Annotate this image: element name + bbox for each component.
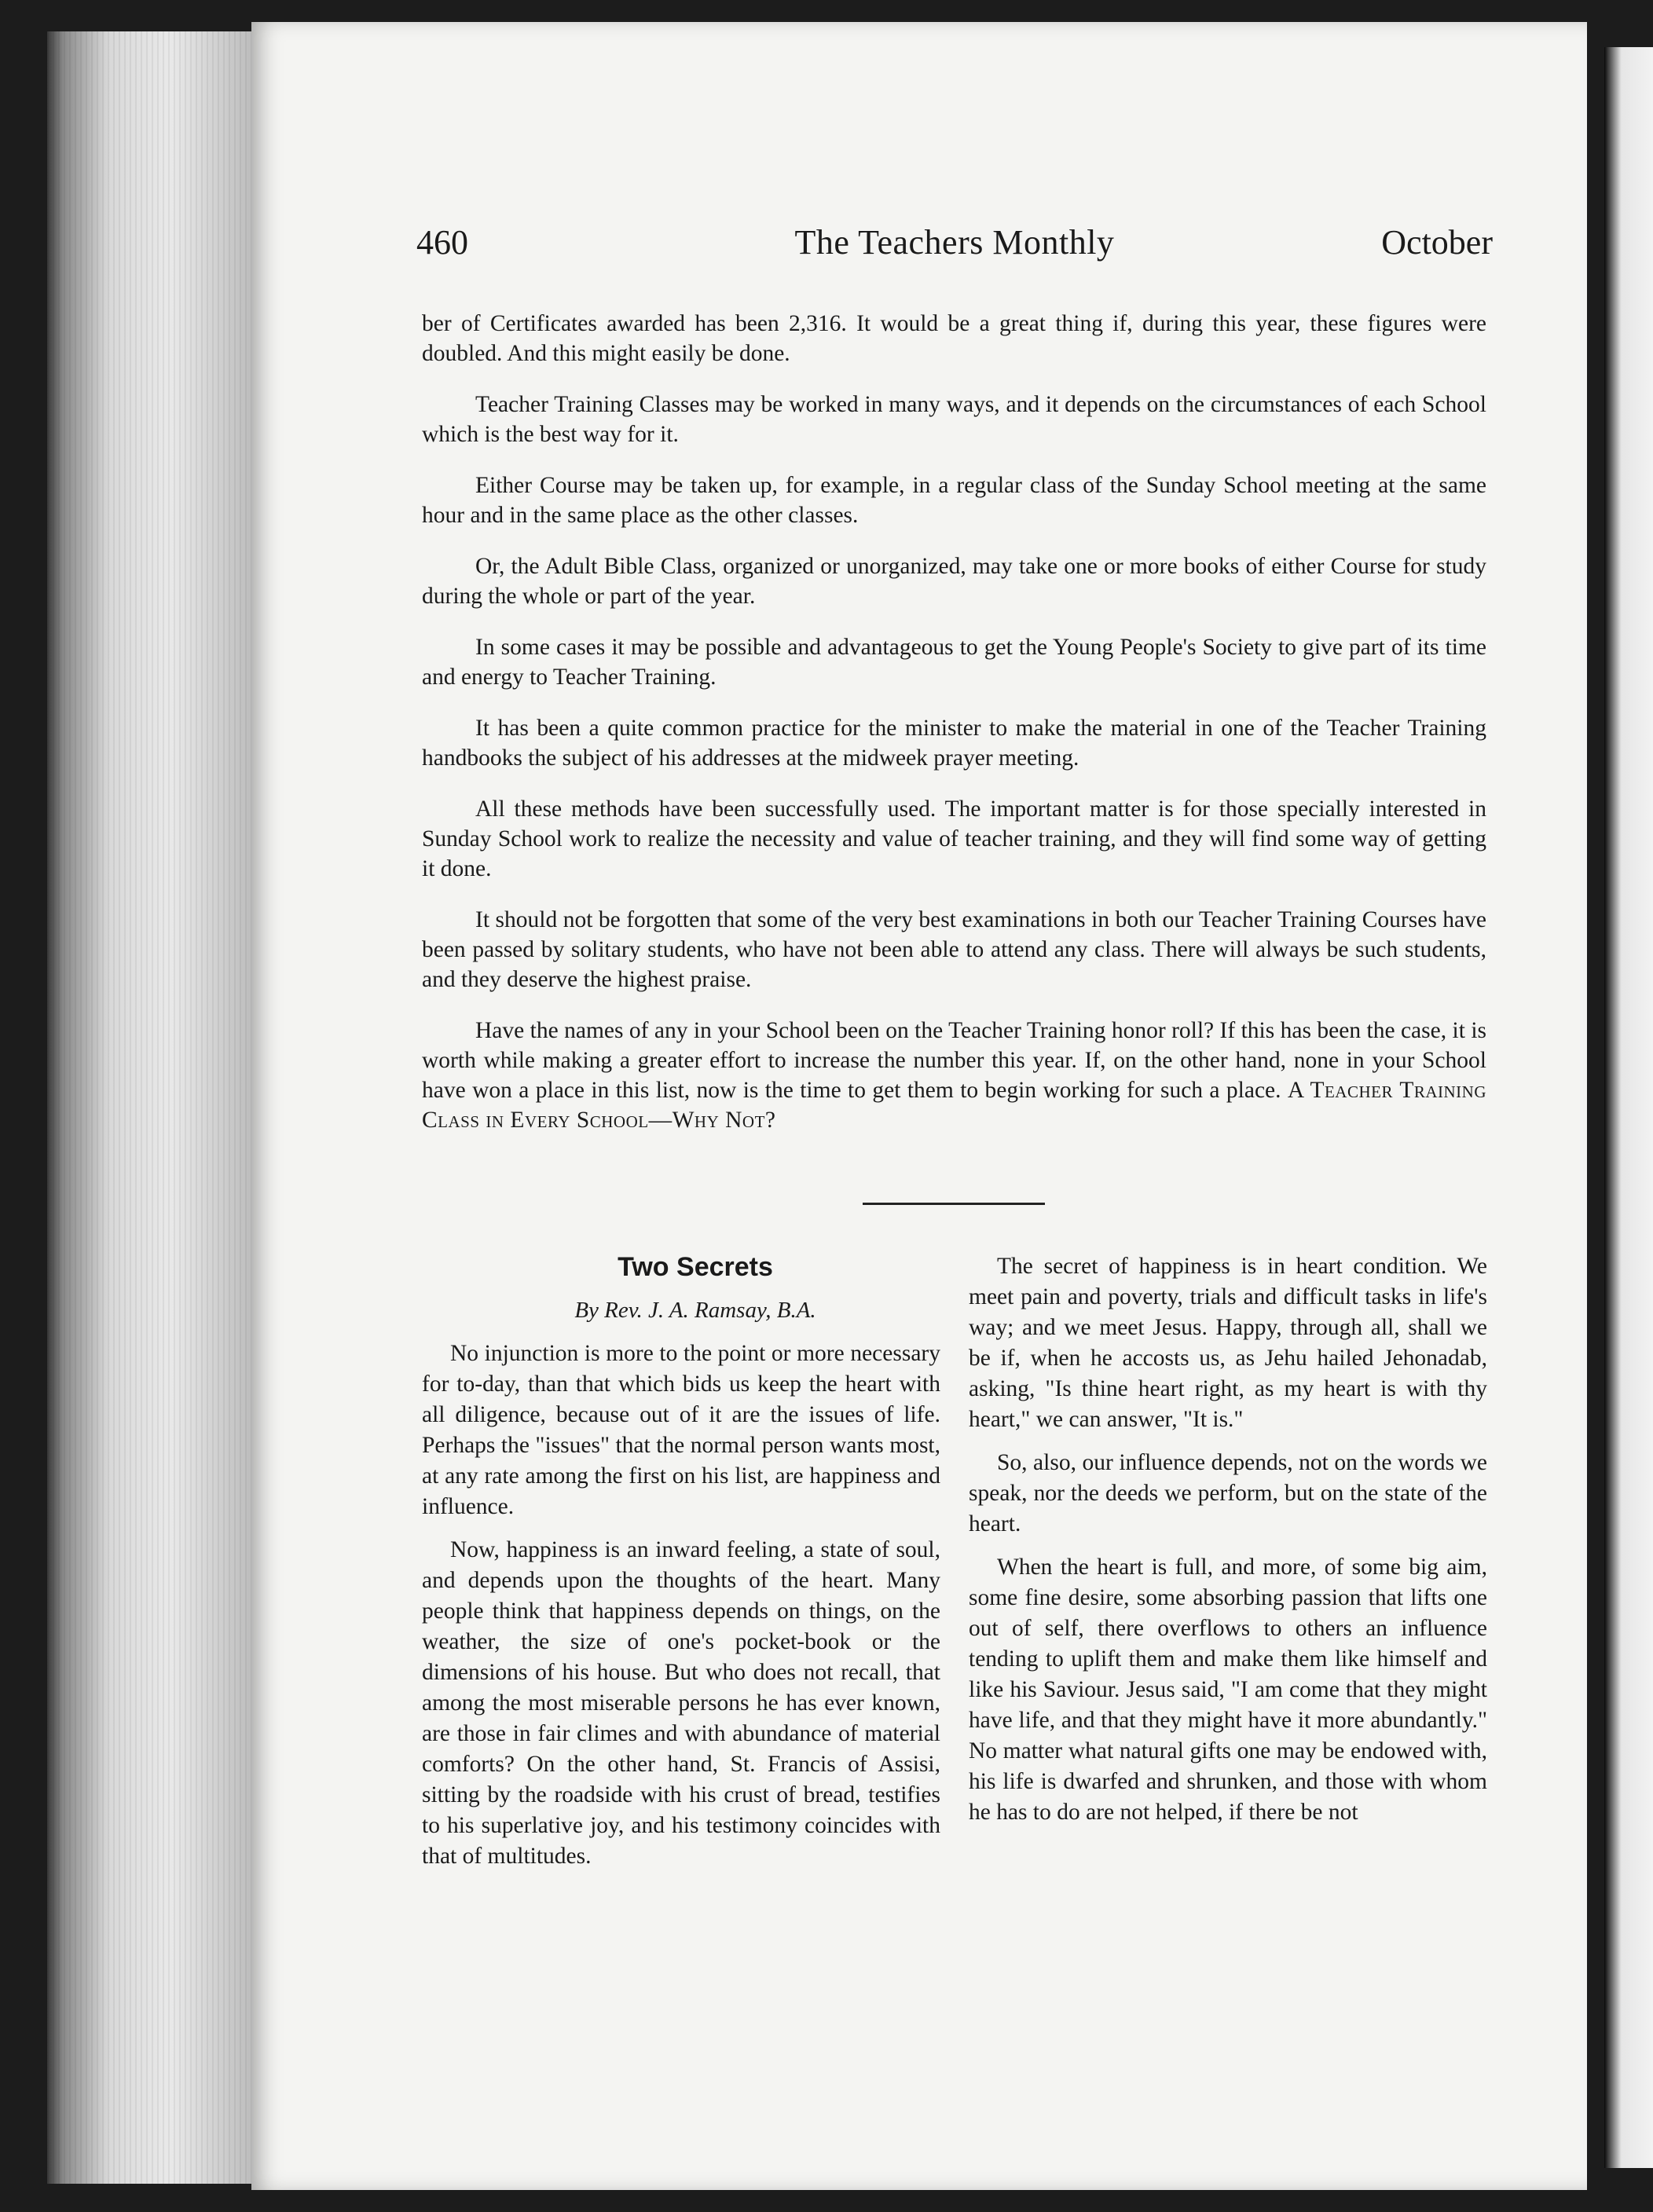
paragraph: When the heart is full, and more, of some big aim, some fine desire, some absorbing passion that lifts one out of self, there overflows to others an influence tending to uplift them and make them like himself and like his Saviour. Jesus said, "I am come that they might have life, and that they might have it more abundantly." No matter what natural gifts one may be endowed with, his life is dwarfed and shrunken, and those with whom he has to do are not helped, if there be not (969, 1555, 1487, 1825)
paragraph: No injunction is more to the point or more necessary for to-day, than that which bids us keep the heart with all diligence, because out of it are the issues of life. Perhaps the "issues" that the normal person wants most, at any rate among the first on his list, are happiness and influence. (422, 1341, 940, 1519)
journal-title: The Teachers Monthly (794, 223, 1115, 262)
main-text (422, 309, 1486, 1156)
section-divider (863, 1203, 1045, 1205)
book-page-edges (47, 31, 251, 2184)
paragraph: Teacher Training Classes may be worked in many ways, and it depends on the circumstances of each School which is the best way for it. (422, 392, 1486, 447)
paragraph: It should not be forgotten that some of the very best examinations in both our Teacher Training Courses have been passed by solitary students, who have not been able to attend any class. There will always be such students, and they deserve the highest praise. (422, 907, 1486, 992)
paragraph: Either Course may be taken up, for example, in a regular class of the Sunday School meeting at the same hour and in the same place as the other classes. (422, 473, 1486, 528)
paragraph-last (422, 1016, 1486, 1135)
article-title: Two Secrets (618, 1252, 773, 1282)
paragraph: Or, the Adult Bible Class, organized or unorganized, may take one or more books of either Course for study during the whole or part of the year. (422, 554, 1486, 609)
article-right-column (969, 1251, 1487, 1840)
paragraph: The secret of happiness is in heart condition. We meet pain and poverty, trials and difficult tasks in life's way; and we meet Jesus. Happy, through all, shall we be if, when he accosts us, as Jehu hailed Jehonadab, asking, "Is thine heart right, as my heart is with thy heart," we can answer, "It is." (969, 1254, 1487, 1432)
paragraph: It has been a quite common practice for the minister to make the material in one of the Teacher Training handbooks the subject of his addresses at the midweek prayer meeting. (422, 716, 1486, 771)
facing-page-edge (1604, 47, 1653, 2168)
article-byline: By Rev. J. A. Ramsay, B.A. (574, 1298, 816, 1323)
page-number: 460 (416, 223, 468, 262)
running-header (416, 222, 1493, 277)
closing-slogan: A Teacher Training Class in Every School—Why Not? (422, 1078, 1486, 1133)
paragraph-text: Have the names of any in your School been on the Teacher Training honor roll? If this has been the case, it is worth while making a greater effort to increase the number this year. If, on the other hand, none in your School have won a place in this list, now is the time to get them to begin working for such a place. (422, 1018, 1486, 1103)
issue-month: October (1381, 223, 1493, 262)
article-left-column (422, 1251, 940, 1884)
paragraph: All these methods have been successfully used. The important matter is for those specially interested in Sunday School work to realize the necessity and value of teacher training, and they will find some way of getting it done. (422, 797, 1486, 881)
paragraph: In some cases it may be possible and advantageous to get the Young People's Society to give part of its time and energy to Teacher Training. (422, 635, 1486, 690)
paragraph: Now, happiness is an inward feeling, a state of soul, and depends upon the thoughts of the heart. Many people think that happiness depends on things, on the weather, the size of one's pocket-book or the dimensions of his house. But who does not recall, that among the most miserable persons he has ever known, are those in fair climes and with abundance of material comforts? On the other hand, St. Francis of Assisi, sitting by the roadside with his crust of bread, testifies to his superlative joy, and his testimony coincides with that of multitudes. (422, 1537, 940, 1869)
book-page (251, 22, 1587, 2190)
paragraph: ber of Certificates awarded has been 2,316. It would be a great thing if, during this year, these figures were doubled. And this might easily be done. (422, 311, 1486, 366)
paragraph: So, also, our influence depends, not on the words we speak, nor the deeds we perform, but on the state of the heart. (969, 1450, 1487, 1536)
